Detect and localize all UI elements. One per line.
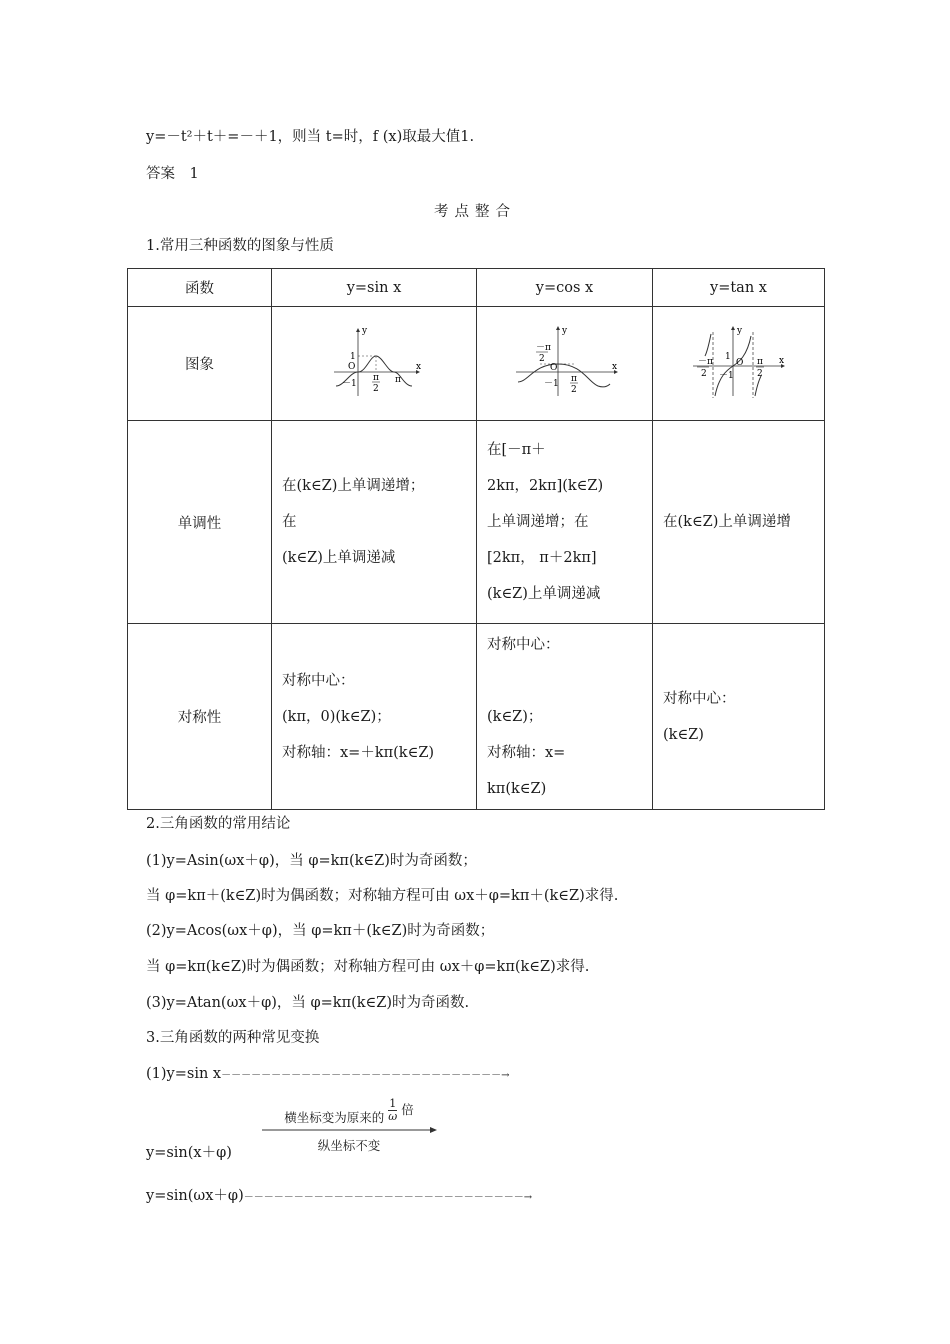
transform-arrow-1: －－－－－－－－－－－－－－－－－－－－－－－－－－－－→ bbox=[221, 1070, 510, 1081]
table-header-row bbox=[128, 269, 825, 307]
sin-graph-pi-label: π bbox=[395, 374, 401, 385]
mono-cos-line: 2kπ，2kπ](k∈Z) bbox=[487, 478, 604, 494]
cos-graph-y-label: y bbox=[561, 325, 567, 336]
tan-graph-pi-half-bottom: 2 bbox=[756, 368, 763, 379]
cos-graph-cell bbox=[477, 307, 653, 421]
sym-cos-line: 对称轴：x= bbox=[487, 744, 566, 761]
graph-row bbox=[128, 307, 825, 421]
sin-graph-pi-half-top: π bbox=[373, 372, 379, 383]
sin-graph-x-label: x bbox=[416, 361, 422, 372]
tan-graph-x-label: x bbox=[778, 355, 784, 366]
sym-cos-line: kπ(k∈Z) bbox=[487, 780, 547, 797]
part3-line2: y=sin(x＋φ) bbox=[146, 1145, 232, 1161]
header-cos: y=cos x bbox=[477, 269, 653, 307]
mono-row-label: 单调性 bbox=[128, 421, 272, 624]
mono-sin-line: (k∈Z)上单调递减 bbox=[282, 550, 396, 566]
transform-arrow-3: －－－－－－－－－－－－－－－－－－－－－－－－－－－－→ bbox=[243, 1192, 533, 1203]
monotonicity-row bbox=[128, 421, 825, 624]
part3-heading: 3.三角函数的两种常见变换 bbox=[146, 1030, 320, 1046]
intro-line: y=－t²＋t＋=－＋1，则当 t=时，f (x)取最大值1. bbox=[146, 129, 475, 145]
graph-row-label: 图象 bbox=[128, 307, 272, 421]
tan-graph-pi-half-top: π bbox=[756, 356, 763, 367]
mono-sin-line: 在 bbox=[282, 514, 297, 530]
part3-line1 bbox=[146, 1064, 509, 1086]
tan-graph-neg-pi-half-bottom: 2 bbox=[700, 368, 707, 379]
sin-graph-origin-label: O bbox=[348, 361, 356, 372]
sym-row-label: 对称性 bbox=[128, 624, 272, 810]
section-title: 考点整合 bbox=[434, 204, 516, 220]
sym-sin-line: (kπ，0)(k∈Z)； bbox=[282, 708, 391, 725]
sin-graph bbox=[324, 324, 424, 404]
mono-sin-cell bbox=[272, 421, 477, 624]
cos-graph-neg-pi-half-top: －π bbox=[535, 342, 551, 353]
cos-graph-neg-pi-half-bottom: 2 bbox=[538, 353, 545, 364]
mono-tan-line: 在(k∈Z)上单调递增 bbox=[663, 514, 791, 530]
sym-cos-line: (k∈Z)； bbox=[487, 708, 543, 725]
part2-line: (1)y=Asin(ωx＋φ)，当 φ=kπ(k∈Z)时为奇函数； bbox=[146, 853, 477, 869]
mono-cos-line: 上单调递增；在 bbox=[487, 514, 589, 530]
tan-graph-y-label: y bbox=[736, 325, 742, 336]
part2-line: (2)y=Acos(ωx＋φ)，当 φ=kπ＋(k∈Z)时为奇函数； bbox=[146, 923, 495, 939]
sym-tan-line: (k∈Z) bbox=[663, 726, 704, 743]
mono-cos-cell bbox=[477, 421, 653, 624]
mono-cos-line: 在[－π＋ bbox=[487, 442, 546, 458]
transform-top-suffix: 倍 bbox=[401, 1102, 414, 1117]
sin-graph-one-label: 1 bbox=[350, 351, 356, 362]
sin-graph-pi-half-bottom: 2 bbox=[373, 383, 379, 394]
tan-graph-origin-label: O bbox=[735, 357, 743, 368]
sym-sin-line: 对称轴：x=＋kπ(k∈Z) bbox=[282, 744, 435, 761]
cos-graph-origin-label: O bbox=[549, 362, 557, 373]
part2-heading: 2.三角函数的常用结论 bbox=[146, 816, 291, 832]
answer-line: 答案 1 bbox=[146, 166, 199, 182]
fraction bbox=[388, 1098, 397, 1123]
cos-graph-pi-half-bottom: 2 bbox=[570, 384, 577, 395]
sym-cos-line bbox=[487, 663, 648, 699]
transform-top-text: 横坐标变为原来的 bbox=[284, 1110, 385, 1125]
sym-sin-cell bbox=[272, 624, 477, 810]
sym-tan-cell bbox=[653, 624, 825, 810]
symmetry-row bbox=[128, 624, 825, 810]
transform-bottom-label: 纵坐标不变 bbox=[317, 1138, 381, 1153]
header-sin: y=sin x bbox=[272, 269, 477, 307]
tan-graph bbox=[689, 324, 789, 404]
fraction-numerator: 1 bbox=[389, 1097, 397, 1110]
part2-line: 当 φ=kπ(k∈Z)时为偶函数；对称轴方程可由 ωx＋φ=kπ(k∈Z)求得. bbox=[146, 959, 590, 975]
tan-graph-neg-one-label: －1 bbox=[718, 370, 734, 381]
transform-arrow-2 bbox=[260, 1126, 438, 1134]
fraction-denominator: ω bbox=[388, 1110, 398, 1123]
sin-graph-cell bbox=[272, 307, 477, 421]
mono-cos-line: [2kπ， π＋2kπ] bbox=[487, 550, 597, 566]
part3-line3 bbox=[146, 1186, 532, 1208]
mono-tan-cell bbox=[653, 421, 825, 624]
function-properties-table bbox=[127, 268, 825, 810]
part2-line: 当 φ=kπ＋(k∈Z)时为偶函数；对称轴方程可由 ωx＋φ=kπ＋(k∈Z)求得. bbox=[146, 888, 619, 904]
sin-graph-neg-one-label: －1 bbox=[342, 378, 357, 389]
header-label: 函数 bbox=[128, 269, 272, 307]
part2-line: (3)y=Atan(ωx＋φ)，当 φ=kπ(k∈Z)时为奇函数. bbox=[146, 995, 470, 1011]
tan-graph-one-label: 1 bbox=[724, 351, 731, 362]
mono-sin-line: 在(k∈Z)上单调递增； bbox=[282, 478, 425, 494]
tan-graph-neg-pi-half-top: －π bbox=[697, 356, 713, 367]
part3-line1-text: (1)y=sin x bbox=[146, 1066, 222, 1082]
cos-graph-neg-one-label: －1 bbox=[543, 378, 559, 389]
mono-cos-line: (k∈Z)上单调递减 bbox=[487, 586, 601, 602]
sym-sin-line: 对称中心： bbox=[282, 672, 355, 689]
header-tan: y=tan x bbox=[653, 269, 825, 307]
sym-tan-line: 对称中心： bbox=[663, 690, 736, 707]
cos-graph bbox=[510, 324, 620, 404]
sin-graph-y-label: y bbox=[362, 325, 368, 336]
sym-cos-cell bbox=[477, 624, 653, 810]
tan-graph-cell bbox=[653, 307, 825, 421]
part3-line3-text: y=sin(ωx＋φ) bbox=[146, 1188, 244, 1204]
cos-graph-x-label: x bbox=[611, 361, 617, 372]
transform-top-label bbox=[260, 1098, 438, 1126]
cos-graph-pi-half-top: π bbox=[570, 373, 577, 384]
sym-cos-line: 对称中心： bbox=[487, 636, 560, 653]
transform-label-block bbox=[260, 1098, 438, 1154]
part1-heading: 1.常用三种函数的图象与性质 bbox=[146, 238, 334, 254]
